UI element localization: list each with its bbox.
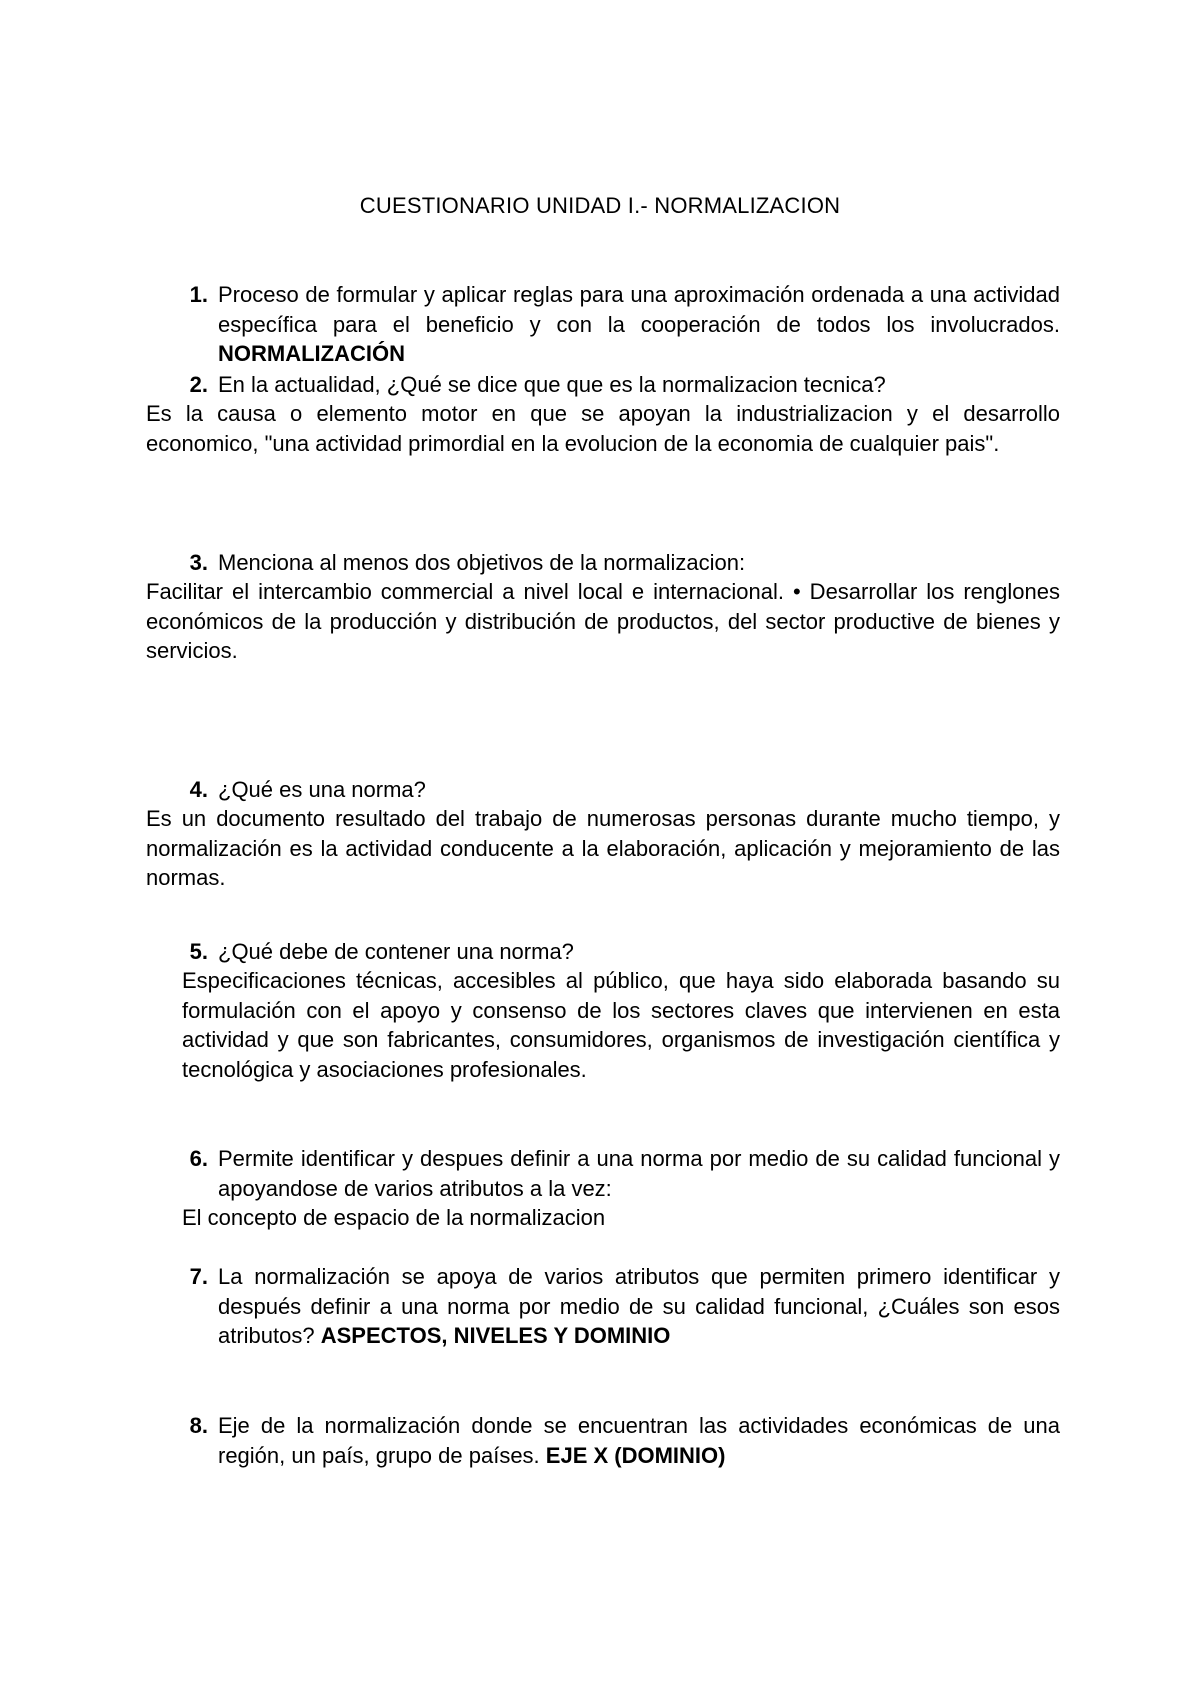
question-number: 2.	[189, 372, 208, 397]
question-text: ¿Qué debe de contener una norma?	[218, 939, 574, 964]
question-text: Proceso de formular y aplicar reglas para una aproximación ordenada a una actividad específica para el beneficio y con la cooperación de todos los involucrados. NORMALIZACIÓN	[218, 282, 1060, 366]
answer-4: Es un documento resultado del trabajo de numerosas personas durante mucho tiempo, y normalización es la actividad conducente a la elaboración, aplicación y mejoramiento de las normas.	[146, 806, 1060, 890]
question-text: La normalización se apoya de varios atributos que permiten primero identificar y después definir a una norma por medio de su calidad funcional, ¿Cuáles son esos atributos? ASPECTOS, NIVELES Y DOMINIO	[218, 1264, 1060, 1348]
answer-2: Es la causa o elemento motor en que se apoyan la industrializacion y el desarrollo economico, "una actividad primordial en la evolucion de la economia de cualquier pais".	[146, 401, 1060, 456]
question-4	[146, 775, 1060, 805]
answer-3: Facilitar el intercambio commercial a nivel local e internacional. • Desarrollar los renglones económicos de la producción y distribución de productos, del sector productive de bienes y servicios.	[146, 579, 1060, 663]
question-2	[146, 370, 1060, 400]
answer-bold: NORMALIZACIÓN	[218, 341, 405, 366]
answer-5: Especificaciones técnicas, accesibles al público, que haya sido elaborada basando su formulación con el apoyo y consenso de los sectores claves que intervienen en esta actividad y que son fabricantes, consumidores, organismos de investigación científica y tecnológica y asociaciones profesionales.	[182, 968, 1060, 1082]
answer-bold: ASPECTOS, NIVELES Y DOMINIO	[320, 1323, 671, 1348]
question-number: 7.	[189, 1264, 208, 1289]
question-7	[146, 1262, 1060, 1351]
page-title: CUESTIONARIO UNIDAD I.- NORMALIZACION	[359, 193, 841, 218]
question-number: 4.	[189, 777, 208, 802]
question-number: 8.	[189, 1413, 208, 1438]
question-number: 5.	[189, 939, 208, 964]
answer-bold: EJE X (DOMINIO)	[545, 1442, 726, 1468]
answer-6: El concepto de espacio de la normalizacion	[182, 1205, 606, 1230]
question-3	[146, 548, 1060, 578]
question-text: Menciona al menos dos objetivos de la normalizacion:	[218, 550, 746, 575]
question-number: 1.	[189, 282, 208, 307]
question-6	[146, 1144, 1060, 1203]
question-number: 3.	[189, 550, 208, 575]
question-number: 6.	[189, 1146, 208, 1171]
question-1	[146, 280, 1060, 369]
question-text: Eje de la normalización donde se encuentran las actividades económicas de una región, un país, grupo de países. EJE X (DOMINIO)	[218, 1413, 1060, 1468]
question-8	[146, 1411, 1060, 1470]
question-5	[146, 937, 1060, 967]
question-text: Permite identificar y despues definir a una norma por medio de su calidad funcional y apoyandose de varios atributos a la vez:	[218, 1146, 1060, 1201]
question-text: En la actualidad, ¿Qué se dice que que es la normalizacion tecnica?	[218, 372, 886, 397]
question-text: ¿Qué es una norma?	[218, 777, 426, 802]
